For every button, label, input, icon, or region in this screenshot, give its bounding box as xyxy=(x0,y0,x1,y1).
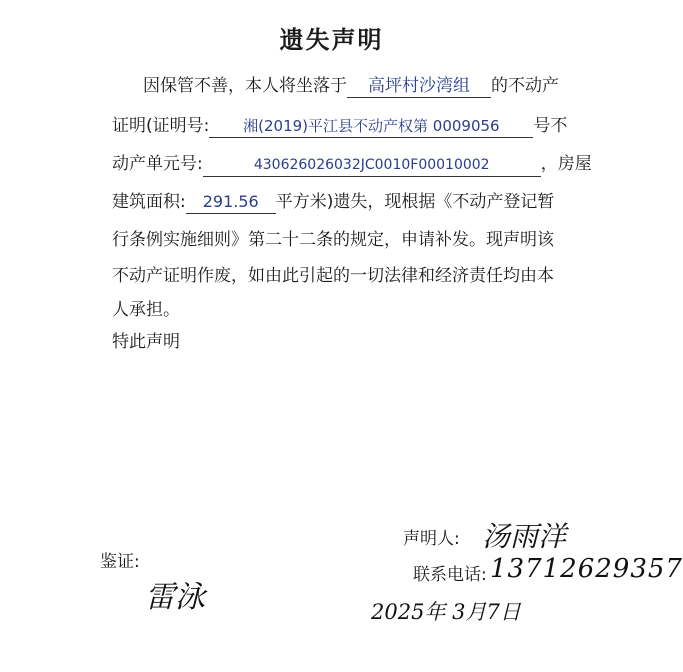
witness-label: 鉴证: xyxy=(100,552,140,572)
text-segment: 证明(证明号: xyxy=(112,116,210,136)
text-segment: 动产单元号: xyxy=(112,154,203,174)
declarant-signature: 汤雨洋 xyxy=(482,520,567,553)
paragraph-line-1 xyxy=(143,74,559,98)
text-segment: 建筑面积: xyxy=(112,192,186,212)
document-title: 遗失声明 xyxy=(279,26,384,54)
phone-value: 13712629357 xyxy=(490,554,683,584)
address-fill: 高坪村沙湾组 xyxy=(347,75,491,98)
text-segment: 号不 xyxy=(533,116,568,136)
paragraph-line-4 xyxy=(112,190,554,214)
paragraph-line-2 xyxy=(112,114,567,138)
declarant-label: 声明人: xyxy=(403,529,460,549)
paragraph-line-6: 不动产证明作废，如由此引起的一切法律和经济责任均由本 xyxy=(112,266,554,286)
phone-label: 联系电话: xyxy=(413,565,487,585)
closing-statement: 特此声明 xyxy=(112,332,180,352)
paragraph-line-7: 人承担。 xyxy=(112,300,180,320)
text-segment: ，房屋 xyxy=(540,154,592,174)
text-segment: 因保管不善，本人将坐落于 xyxy=(143,76,347,96)
text-segment: 平方米)遗失，现根据《不动产登记暂 xyxy=(275,192,555,212)
paragraph-line-5: 行条例实施细则》第二十二条的规定，申请补发。现声明该 xyxy=(112,230,554,250)
unit-number-fill: 430626026032JC0010F00010002 xyxy=(203,154,541,177)
witness-signature: 雷泳 xyxy=(145,580,205,615)
paragraph-line-3 xyxy=(112,152,592,177)
text-segment: 的不动产 xyxy=(491,76,559,96)
handwritten-date: 2025年 3月7日 xyxy=(371,600,521,624)
area-fill: 291.56 xyxy=(186,191,276,214)
certificate-number-fill: 湘(2019)平江县不动产权第 0009056 xyxy=(209,115,533,138)
